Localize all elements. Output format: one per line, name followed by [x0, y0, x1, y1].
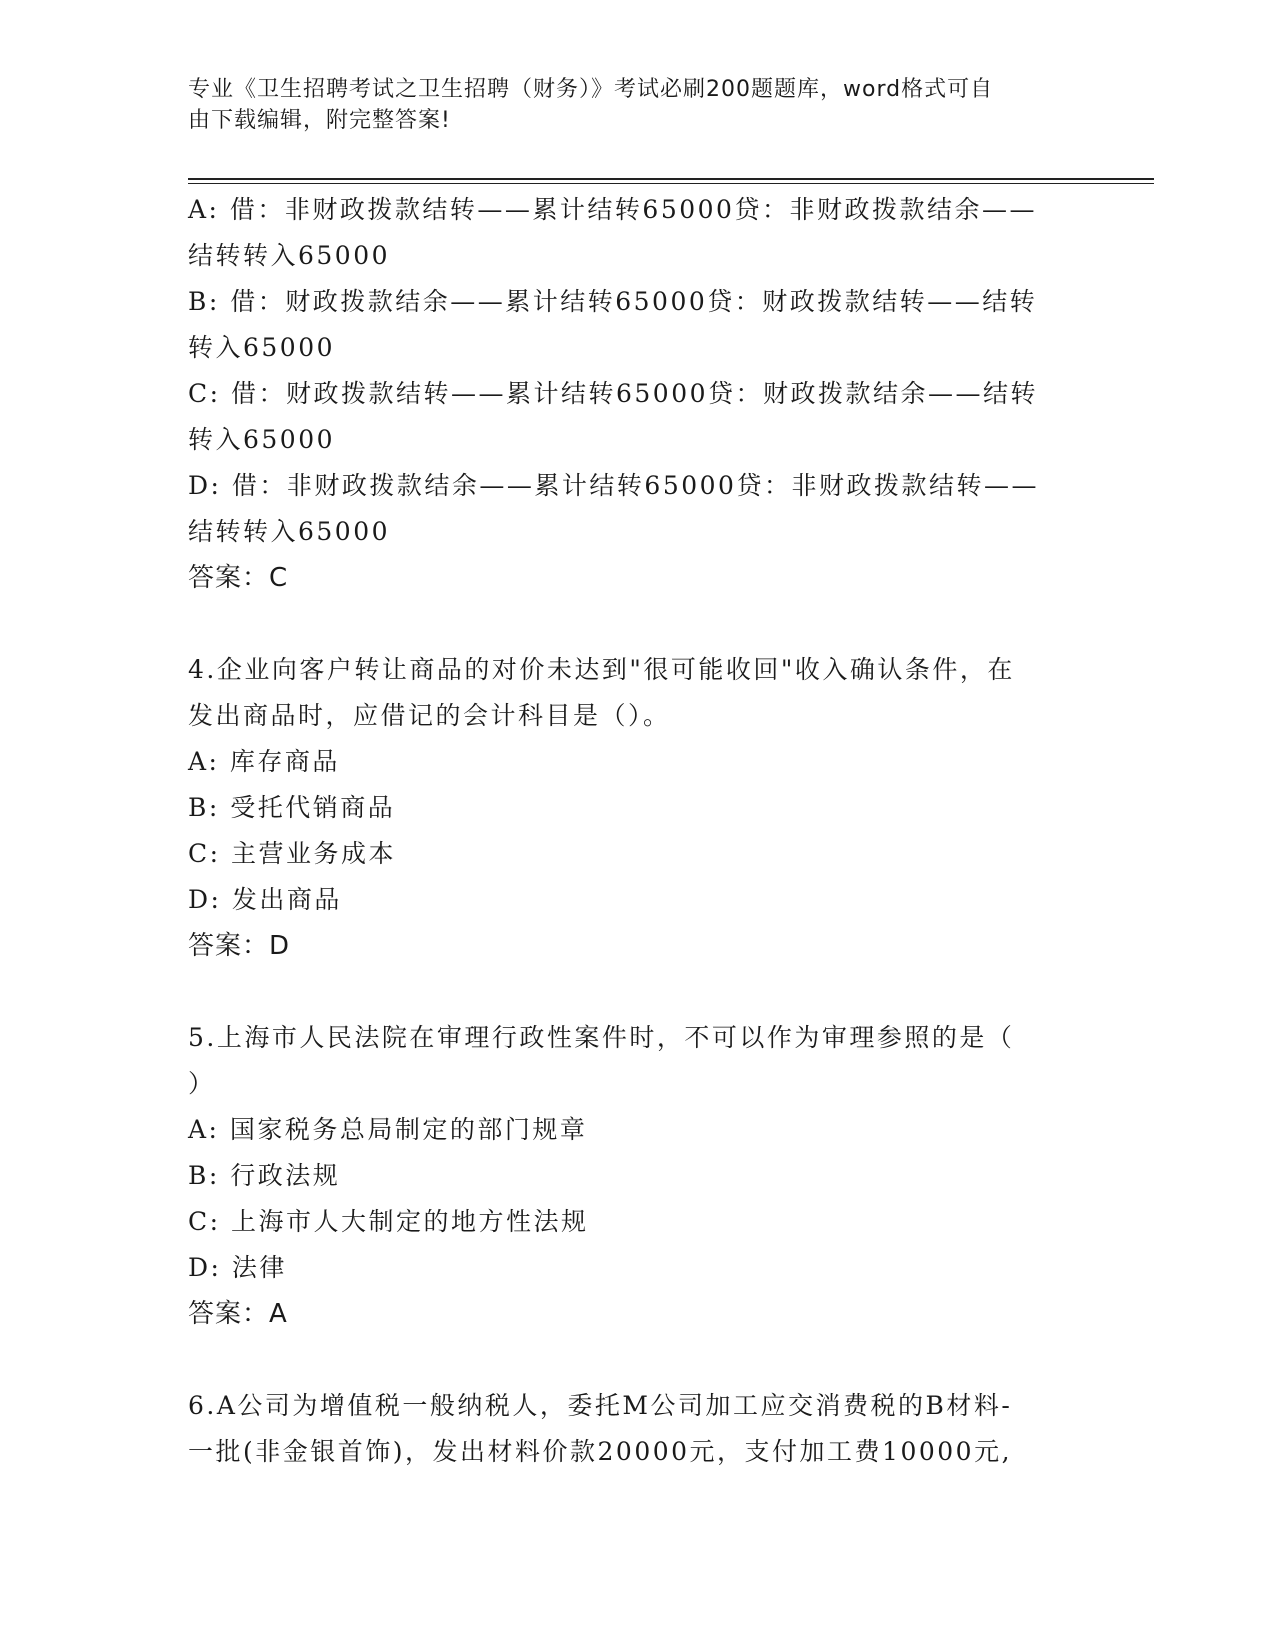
spacer — [188, 601, 1078, 647]
question-4-answer: 答案：D — [188, 931, 291, 961]
header-divider — [188, 178, 1154, 184]
question-5-option-d: D: 法律 — [188, 1253, 287, 1282]
question-3-option-d-line-2: 结转转入65000 — [188, 517, 391, 546]
header-line-2: 由下载编辑，附完整答案! — [188, 108, 451, 133]
question-3-option-d-line-1: D: 借：非财政拨款结余——累计结转65000贷：非财政拨款结转—— — [188, 471, 1039, 500]
question-3-answer: 答案：C — [188, 563, 289, 593]
question-4-block — [188, 647, 1078, 969]
question-3-option-c-line-2: 转入65000 — [188, 425, 336, 454]
question-5-answer: 答案：A — [188, 1299, 288, 1329]
question-5-stem-line-1: 5.上海市人民法院在审理行政性案件时，不可以作为审理参照的是（ — [188, 1023, 1015, 1052]
question-6-stem-line-2: 一批(非金银首饰)，发出材料价款20000元，支付加工费10000元, — [188, 1437, 1013, 1466]
question-3-option-b-line-1: B: 借：财政拨款结余——累计结转65000贷：财政拨款结转——结转 — [188, 287, 1038, 316]
document-header — [188, 74, 1068, 136]
question-5-option-a: A: 国家税务总局制定的部门规章 — [188, 1115, 588, 1144]
question-4-stem-line-1: 4.企业向客户转让商品的对价未达到"很可能收回"收入确认条件，在 — [188, 655, 1015, 684]
question-4-option-b: B: 受托代销商品 — [188, 793, 396, 822]
question-3-option-a-line-1: A: 借：非财政拨款结转——累计结转65000贷：非财政拨款结余—— — [188, 195, 1037, 224]
question-3-option-a-line-2: 结转转入65000 — [188, 241, 391, 270]
question-3-option-c-line-1: C: 借：财政拨款结转——累计结转65000贷：财政拨款结余——结转 — [188, 379, 1039, 408]
question-4-stem-line-2: 发出商品时，应借记的会计科目是（）。 — [188, 701, 671, 730]
question-6-block — [188, 1383, 1078, 1475]
question-5-option-c: C: 上海市人大制定的地方性法规 — [188, 1207, 589, 1236]
header-line-1: 专业《卫生招聘考试之卫生招聘（财务）》考试必刷200题题库，word格式可自 — [188, 77, 994, 102]
question-4-option-d: D: 发出商品 — [188, 885, 342, 914]
question-3-block — [188, 187, 1078, 601]
spacer — [188, 969, 1078, 1015]
question-4-option-c: C: 主营业务成本 — [188, 839, 396, 868]
question-5-stem-line-2: ） — [188, 1069, 216, 1098]
question-6-stem-line-1: 6.A公司为增值税一般纳税人，委托M公司加工应交消费税的B材料- — [188, 1391, 1013, 1420]
question-5-block — [188, 1015, 1078, 1337]
spacer — [188, 1337, 1078, 1383]
question-5-option-b: B: 行政法规 — [188, 1161, 341, 1190]
question-4-option-a: A: 库存商品 — [188, 747, 340, 776]
question-list — [188, 187, 1078, 1475]
question-3-option-b-line-2: 转入65000 — [188, 333, 336, 362]
